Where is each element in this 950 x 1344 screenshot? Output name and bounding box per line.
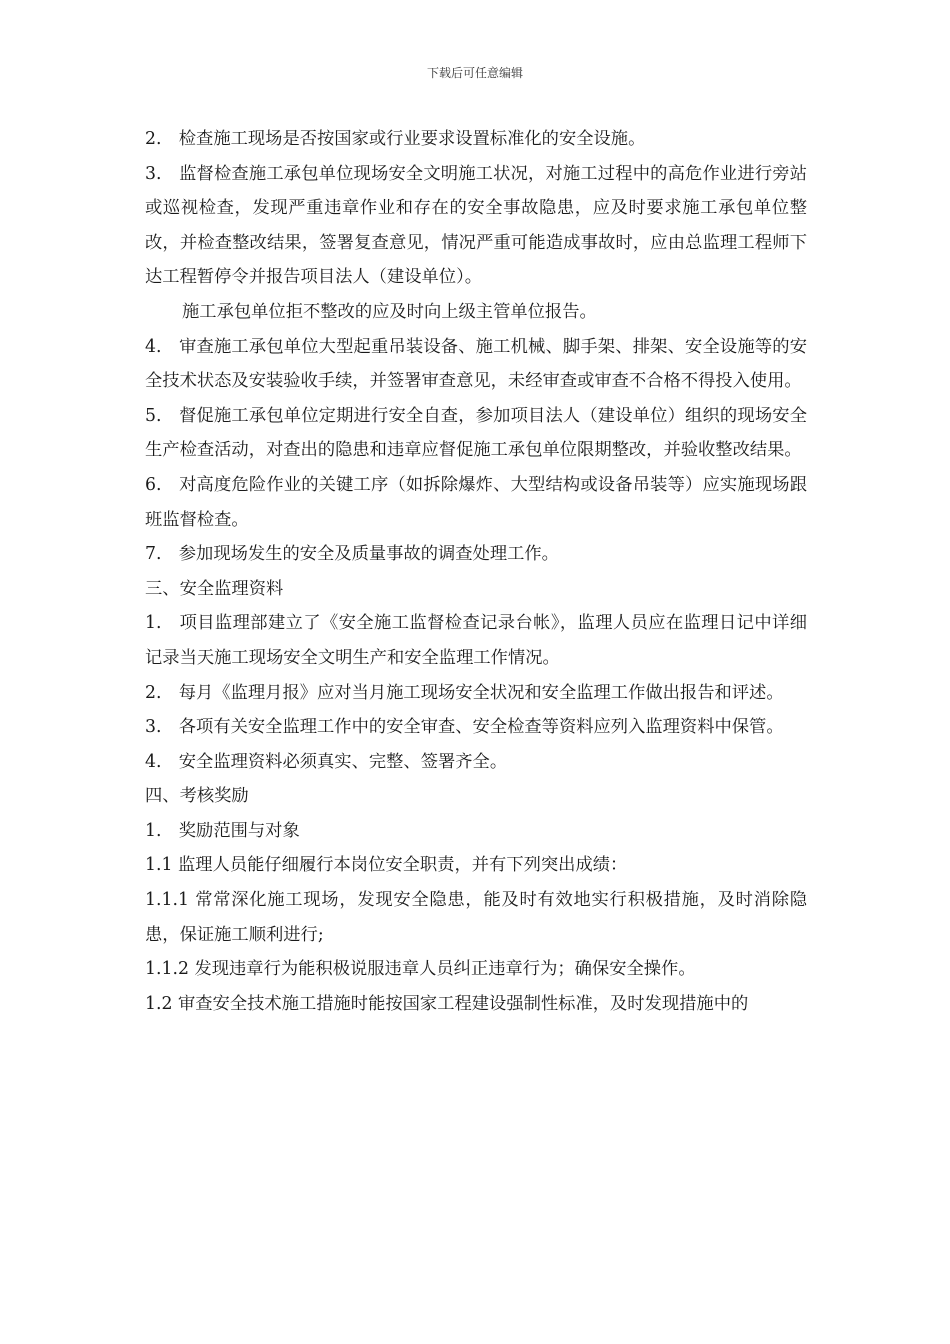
paragraph: 2. 检查施工现场是否按国家或行业要求设置标准化的安全设施。 bbox=[145, 129, 646, 149]
document-body bbox=[145, 122, 807, 1021]
paragraph: 6. 对高度危险作业的关键工序（如拆除爆炸、大型结构或设备吊装等）应实施现场跟班监督检查。 bbox=[145, 474, 807, 530]
paragraph: 1. 奖励范围与对象 bbox=[145, 820, 300, 841]
page-header: 下载后可任意编辑 bbox=[426, 66, 523, 80]
paragraph: 1.1.2 发现违章行为能积极说服违章人员纠正违章行为；确保安全操作。 bbox=[145, 959, 696, 980]
section-heading: 三、安全监理资料 bbox=[145, 578, 284, 599]
paragraph: 2. 每月《监理月报》应对当月施工现场安全状况和安全监理工作做出报告和评述。 bbox=[145, 682, 784, 703]
paragraph: 施工承包单位拒不整改的应及时向上级主管单位报告。 bbox=[182, 301, 597, 322]
paragraph: 1.1 监理人员能仔细履行本岗位安全职责，并有下列突出成绩： bbox=[145, 855, 628, 876]
paragraph: 4. 安全监理资料必须真实、完整、签署齐全。 bbox=[145, 751, 508, 772]
paragraph: 5. 督促施工承包单位定期进行安全自查，参加项目法人（建设单位）组织的现场安全生产检查活动，对查出的隐患和违章应督促施工承包单位限期整改，并验收整改结果。 bbox=[145, 405, 807, 461]
paragraph: 1.2 审查安全技术施工措施时能按国家工程建设强制性标准，及时发现措施中的 bbox=[145, 993, 749, 1014]
paragraph: 3. 监督检查施工承包单位现场安全文明施工状况，对施工过程中的高危作业进行旁站或巡视检查，发现严重违章作业和存在的安全事故隐患，应及时要求施工承包单位整改，并检查整改结果，签署复查意见，情况严重可能造成事故时，应由总监理工程师下达工程暂停令并报告项目法人（建设单位）。 bbox=[145, 163, 807, 288]
paragraph: 7. 参加现场发生的安全及质量事故的调查处理工作。 bbox=[145, 544, 559, 565]
paragraph: 1. 项目监理部建立了《安全施工监督检查记录台帐》，监理人员应在监理日记中详细记录当天施工现场安全文明生产和安全监理工作情况。 bbox=[145, 613, 807, 668]
paragraph: 3. 各项有关安全监理工作中的安全审查、安全检查等资料应列入监理资料中保管。 bbox=[145, 717, 784, 738]
paragraph: 4. 审查施工承包单位大型起重吊装设备、施工机械、脚手架、排架、安全设施等的安全技术状态及安装验收手续，并签署审查意见，未经审查或审查不合格不得投入使用。 bbox=[145, 336, 807, 392]
section-heading: 四、考核奖励 bbox=[145, 786, 249, 807]
paragraph: 1.1.1 常常深化施工现场，发现安全隐患，能及时有效地实行积极措施，及时消除隐患，保证施工顺利进行; bbox=[145, 890, 807, 945]
